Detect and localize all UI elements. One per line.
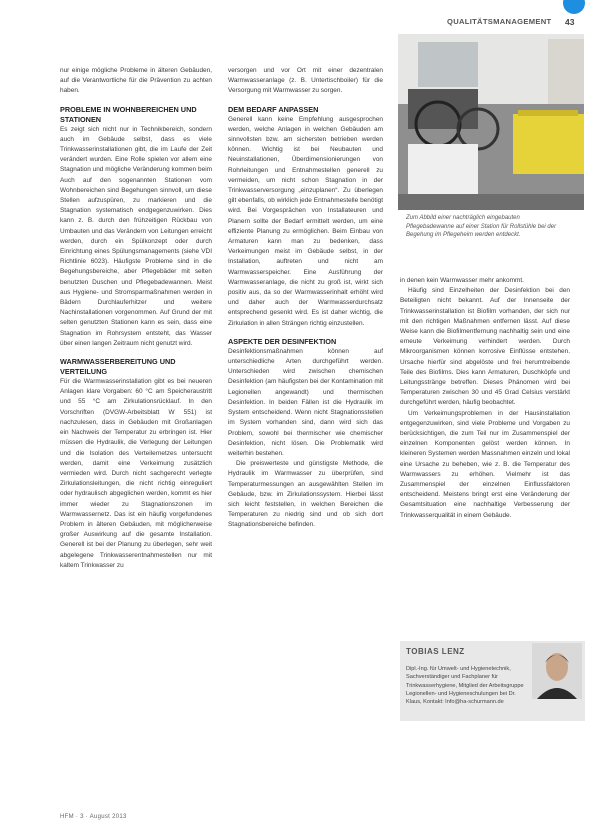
article-column-1 bbox=[60, 66, 212, 571]
section-title: QUALITÄTSMANAGEMENT bbox=[447, 17, 552, 26]
heading-warmwasser: WARMWASSERBEREITUNG UND VERTEILUNG bbox=[60, 357, 176, 377]
paragraph-wohnbereiche: Es zeigt sich nicht nur in Technikbereich, sondern auch im Gebäude selbst, dass es viele Trinkwasserinstallationen gibt, die im Laufe der Zeit verändert wurden. Eine Rolle spielen vor allem eine Stagnation und mögliche Veränderung kommen beim Auch auf den sogenannten Stationen vom Wohnbereichen sind Begehungen sinnvoll, um diese Stellen aufzuspüren, zu markieren und die Stagnation systematisch endgegenzuwirken. Dies kann z. B. durch den frühzeitigen Rückbau von Umbauten und das Verändern von Leitungen erreicht werden, durch ein Spülkonzept oder durch Einrichtung eines Spülungsmanagements (siehe VDI Richtlinie 6023). Häufigste Probleme sind in die Begehungsbereiche, aber Pflegebäder mit selten benutzten Duschen und Pflegebadewannen. Meist aus Hygiene- und Stromsparmaßnahmen werden in Bädern Durchlauferhitzer und weitere Nachinstallationen vorgenommen. Auf Grund der mit selten genutzten Stationen kann es sein, dass eine Stagnation im Rohrsystem entsteht, das Wasser über einen langen Zeitraum nicht genutzt wird. bbox=[60, 125, 212, 347]
heading-wohnbereiche: PROBLEME IN WOHNBEREICHEN UND STATIONEN bbox=[60, 104, 197, 124]
heading-desinfektion: ASPEKTE DER DESINFEKTION bbox=[228, 336, 337, 346]
paragraph-bedarf: Generell kann keine Empfehlung ausgesprochen werden, welche Anlagen in welchen Gebäuden am sinnvollsten bzw. am sichersten betrieben werden können. Wichtig ist bei Neubauten und Neuinstallationen, Überdimensionierungen von Rohrleitungen und Entnahmestellen generell zu vermeiden, um nicht schon Stagnation in der Trinkwasserversorgung „einzuplanen“. Zu überlegen gilt ebenfalls, ob wirklich jede Entnahmestelle benötigt wird. Bei Vorgesprächen von Installateuren und Planern sollte der Bedarf ermittelt werden, um eine effiziente Planung zu ermöglichen. Beim Einbau von Armaturen kann man zu bedenken, dass Verkeimungen meist im Gebäude selbst, in der Installation, auftreten und nicht am Warmwasserspeicher. Eine Ausführung der Warmwasseranlage, die nicht zu groß ist, wirkt sich positiv aus, da so der Warmwasserinhalt erhöht wird und daher auch der Warmwasserdurchsatz entsprechend gesenkt wird. Es ist daher wichtig, die Zirkulation in allen Strängen richtig einzustellen. bbox=[228, 115, 383, 327]
page-number: 43 bbox=[565, 17, 575, 27]
article-column-3 bbox=[400, 276, 570, 521]
page-tab-marker bbox=[563, 0, 585, 14]
photo-caption: Zum Abbild einer nachträglich eingebauten Pflegebadewanne auf einer Station für Rollstühle bei der Begehung im Pflegeheim werden entdeckt. bbox=[406, 215, 557, 239]
paragraph-biofilm: Häufig sind Einzelheiten der Desinfektion bei den Beteiligten nicht bekannt. Auf der Innenseite der Trinkwasserinstallation ist Biofilm vorhanden, der sich nur mit den richtigen Maßnahmen entfernen lässt. Auf diese Weise kann die Biofilmentfernung nachhaltig sein und eine erneute Verkeimung verhindert werden. Durch Mikroorganismen können korrosive Einflüsse entstehen. Ursache hierfür sind abgelöste und frei herumtreibende Teile des Biofilms. Dies kann Armaturen, Duschköpfe und Leitungsstränge betreffen. Dieses Phänomen wird bei Temperaturen zwischen 30 und 45 Grad Celsius verstärkt durchgeführt werden, häufig beobachtet. bbox=[400, 287, 570, 407]
article-photo bbox=[398, 34, 584, 210]
author-portrait bbox=[532, 643, 582, 699]
paragraph-continued: versorgen und vor Ort mit einer dezentralen Warmwasseranlage (z. B. Untertischboiler) für die Versorgung mit Warmwasser zu sorgen. bbox=[228, 67, 383, 95]
paragraph-warmwasser: Für die Warmwasserinstallation gibt es bei neueren Anlagen klare Vorgaben: 60 °C am Speicheraustritt und 55 °C am Zirkulationsrücklauf. In den Vorschriften (DVGW-Arbeitsblatt W 551) ist nachzulesen, dass in Gebäuden mit Großanlagen ein Nachweis der Temperatur zu erbringen ist. Hier müssen die Hydraulik, die Verlegung der Leitungen und die Isolation des Verteilernetzes untersucht werden, damit eine Verkeimung zusätzlich vermieden wird. Durch nicht sachgerecht verlegte Zirkulationsleitungen, die nicht richtig einreguliert oder hydraulisch abgeglichen werden, kommt es hier immer wieder zu Stagnationszonen im Warmwassernetz. Das ist ein häufig vorgefundenes Problem in älteren Gebäuden, mit möglicherweise großer Auswirkung auf die gesamte Installation. Generell ist bei der Planung zu überlegen, sehr weit abgelegene Trinkwasserentnahmestellen nur mit kaltem Trinkwasser zu bbox=[60, 378, 212, 569]
paragraph-fazit: Um Verkeimungsproblemen in der Hausinstallation entgegenzuwirken, sind viele Probleme und Vorgaben zu berücksichtigen, die zum Teil nur im Zusammenspiel der einzelnen Komponenten gelöst werden können. In kleineren Systemen werden Massnahmen einzeln und lokal eine Ursache zu beheben, wie z. B. die Temperatur des Warmwassers zu erhöhen. Vielmehr ist das Zusammenspiel der einzelnen Einflussfaktoren entscheidend. Meistens bringt erst eine Veränderung der Gesamtsituation eine nachhaltige Verbesserung der Trinkwasserqualität in einem Gebäude. bbox=[400, 409, 570, 519]
intro-paragraph: nur einige mögliche Probleme in älteren Gebäuden, auf die Verantwortliche für die Prävention zu achten haben. bbox=[60, 67, 212, 95]
paragraph-desinfektion: Desinfektionsmaßnahmen können auf unterschiedliche Arten durchgeführt werden. Unterschieden wird zwischen chemischen Desinfektion (am häufigsten bei der Kontamination mit Legionellen angewandt) und thermischen Desinfektion. In beiden Fällen ist die Hydraulik im System entscheidend. Wenn nicht Stagnationsstellen im System vorhanden sind, dann wird sich das Problem, sowohl bei thermischer wie chemischer Desinfektion, nicht lösen. Die Problematik wird weiterhin bestehen. bbox=[228, 347, 383, 457]
page-footer: HFM · 3 · August 2013 bbox=[60, 814, 127, 820]
paragraph-hydraulik: Die preiswerteste und günstigste Methode, die Hydraulik im Warmwasser zu überprüfen, sind Temperaturmessungen an ausgewählten Stellen im Gebäude, bzw. im Zirkulationssystem. Hierbei lässt sich leicht feststellen, in welchen Bereichen die Temperaturen zu niedrig sind und ob sich dort Stagnationsbereiche befinden. bbox=[228, 460, 383, 529]
paragraph-col3-start: in denen kein Warmwasser mehr ankommt. bbox=[400, 277, 524, 284]
author-box bbox=[400, 641, 585, 721]
author-name: TOBIAS LENZ bbox=[406, 647, 465, 656]
article-column-2 bbox=[228, 66, 383, 531]
heading-bedarf: DEM BEDARF ANPASSEN bbox=[228, 104, 319, 114]
author-bio: Dipl.-Ing. für Umwelt- und Hygienetechnik, Sachverständiger und Fachplaner für Trinkwasserhygiene, Mitglied der Arbeitsgruppe Legionellen- und Hygieneschulungen bei Dr. Klaus, Kontakt: Info@ha-schurmann.de bbox=[406, 666, 524, 706]
